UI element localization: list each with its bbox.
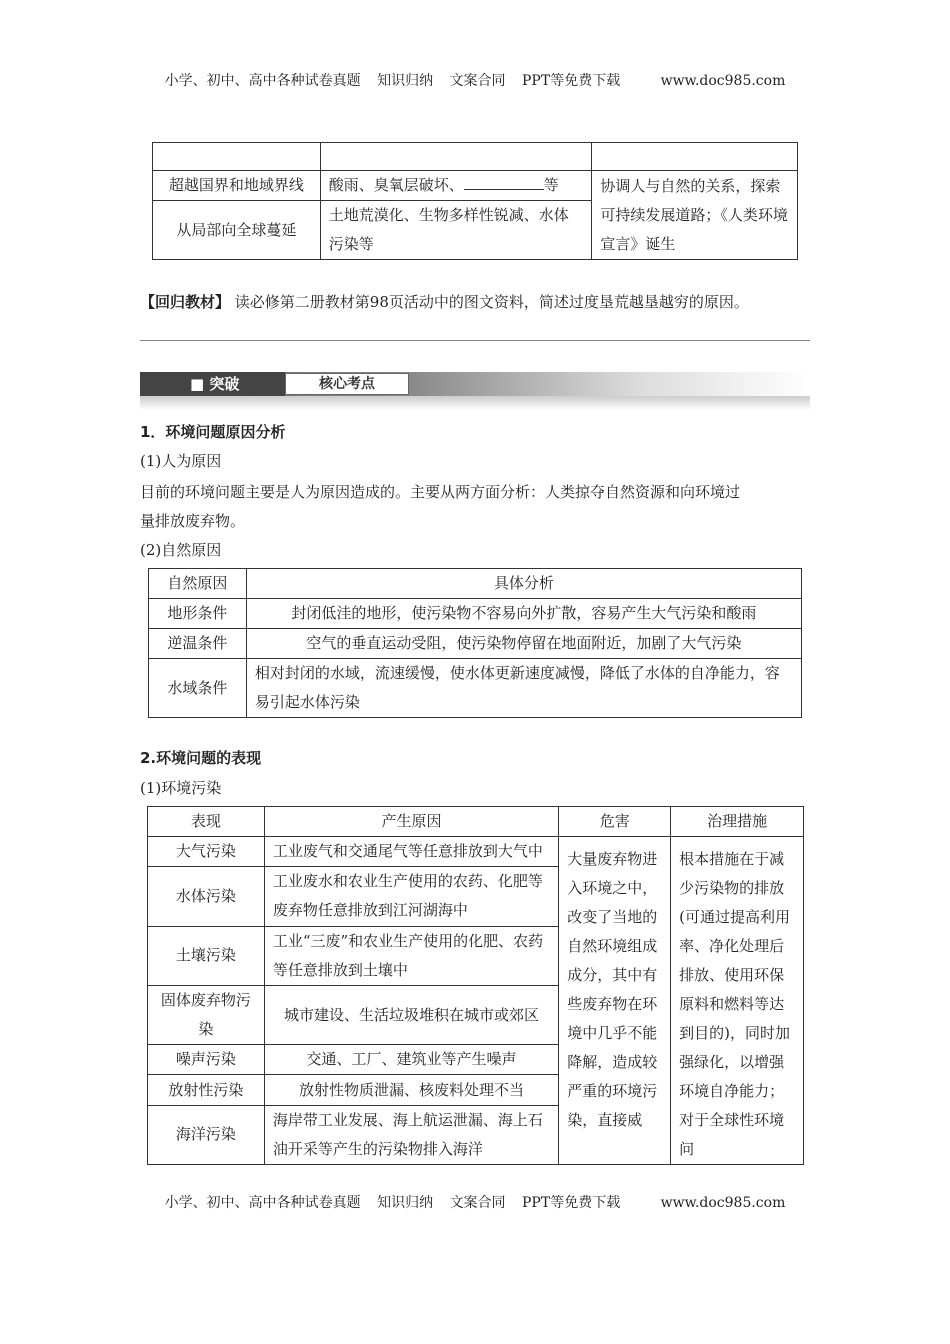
table-cell <box>320 171 592 201</box>
paragraph: 量排放废弃物。 <box>140 512 246 530</box>
table-cell: 大气污染 <box>148 837 265 867</box>
table-cell: 水域条件 <box>149 659 247 718</box>
subsection-title: (2)自然原因 <box>140 541 222 559</box>
table-cell <box>153 143 321 171</box>
table-cell <box>592 143 798 171</box>
table-cell: 海洋污染 <box>148 1105 265 1164</box>
table-header: 表现 <box>148 807 265 837</box>
measures-cell: 根本措施在于减少污染物的排放(可通过提高利用率、净化处理后排放、使用环保原料和燃料等达到目的)，同时加强绿化，以增强环境自净能力；对于全球性环境问 <box>671 837 804 1165</box>
table-cell: 地形条件 <box>149 599 247 629</box>
subsection-title: (1)人为原因 <box>140 452 222 470</box>
table-header: 治理措施 <box>671 807 804 837</box>
table-cell: 空气的垂直运动受阻，使污染物停留在地面附近，加剧了大气污染 <box>246 629 801 659</box>
header-item: PPT等免费下载 <box>522 73 621 89</box>
table-header: 危害 <box>559 807 671 837</box>
table-header: 具体分析 <box>246 569 801 599</box>
footer-site[interactable]: www.doc985.com <box>660 1195 786 1211</box>
table-cell: 噪声污染 <box>148 1045 265 1075</box>
global-problems-table <box>152 142 798 260</box>
footer-item: 小学、初中、高中各种试卷真题 <box>164 1195 361 1211</box>
table-cell: 从局部向全球蔓延 <box>153 201 321 260</box>
table-cell: 放射性污染 <box>148 1075 265 1105</box>
table-cell: 工业废气和交通尾气等任意排放到大气中 <box>264 837 558 867</box>
table-cell: 放射性物质泄漏、核废料处理不当 <box>264 1075 558 1105</box>
problems-suffix: 等 <box>543 176 559 194</box>
harm-cell: 大量废弃物进入环境之中，改变了当地的自然环境组成成分，其中有些废弃物在环境中几乎不能降解，造成较严重的环境污染，直接威 <box>559 837 671 1165</box>
footer-item: 知识归纳 <box>377 1195 434 1211</box>
table-cell: 超越国界和地域界线 <box>153 171 321 201</box>
table-cell: 逆温条件 <box>149 629 247 659</box>
header-item: 小学、初中、高中各种试卷真题 <box>164 73 361 89</box>
table-header: 自然原因 <box>149 569 247 599</box>
page-header <box>0 70 950 90</box>
subsection-title: (1)环境污染 <box>140 779 222 797</box>
page-footer <box>0 1192 950 1212</box>
footer-item: PPT等免费下载 <box>522 1195 621 1211</box>
review-line <box>140 288 820 317</box>
table-cell: 封闭低洼的地形，使污染物不容易向外扩散，容易产生大气污染和酸雨 <box>246 599 801 629</box>
divider <box>140 340 810 341</box>
table-cell: 土壤污染 <box>148 926 265 985</box>
header-item: 知识归纳 <box>377 73 434 89</box>
banner-shadow <box>140 396 810 410</box>
table-header: 产生原因 <box>264 807 558 837</box>
table-cell <box>320 143 592 171</box>
review-tag: 【回归教材】 <box>140 293 231 311</box>
banner-tag: ■ 突破 <box>140 372 285 396</box>
table-cell: 交通、工厂、建筑业等产生噪声 <box>264 1045 558 1075</box>
table-cell: 相对封闭的水域，流速缓慢，使水体更新速度减慢，降低了水体的自净能力，容易引起水体污染 <box>246 659 801 718</box>
table-cell: 工业“三废”和农业生产使用的化肥、农药等任意排放到土壤中 <box>264 926 558 985</box>
pollution-table <box>147 806 804 1165</box>
table-cell: 海岸带工业发展、海上航运泄漏、海上石油开采等产生的污染物排入海洋 <box>264 1105 558 1164</box>
header-site[interactable]: www.doc985.com <box>660 73 786 89</box>
banner-label: 核心考点 <box>285 373 409 395</box>
table-cell: 工业废水和农业生产使用的农药、化肥等废弃物任意排放到江河湖海中 <box>264 867 558 926</box>
table-cell: 土地荒漠化、生物多样性锐减、水体污染等 <box>320 201 592 260</box>
problems-text: 酸雨、臭氧层破坏、 <box>328 176 464 194</box>
paragraph: 目前的环境问题主要是人为原因造成的。主要从两方面分析：人类掠夺自然资源和向环境过 <box>140 483 741 501</box>
fill-blank[interactable] <box>464 175 544 190</box>
footer-item: 文案合同 <box>449 1195 506 1211</box>
table-cell: 城市建设、生活垃圾堆积在城市或郊区 <box>264 985 558 1044</box>
review-text: 读必修第二册教材第98页活动中的图文资料，简述过度垦荒越垦越穷的原因。 <box>234 293 749 311</box>
section-title: 2.环境问题的表现 <box>140 749 262 767</box>
table-cell: 水体污染 <box>148 867 265 926</box>
natural-causes-table <box>148 568 802 718</box>
table-cell: 固体废弃物污染 <box>148 985 265 1044</box>
section-title: 1．环境问题原因分析 <box>140 423 286 441</box>
response-cell: 协调人与自然的关系，探索可持续发展道路；《人类环境宣言》诞生 <box>592 171 798 260</box>
header-item: 文案合同 <box>449 73 506 89</box>
